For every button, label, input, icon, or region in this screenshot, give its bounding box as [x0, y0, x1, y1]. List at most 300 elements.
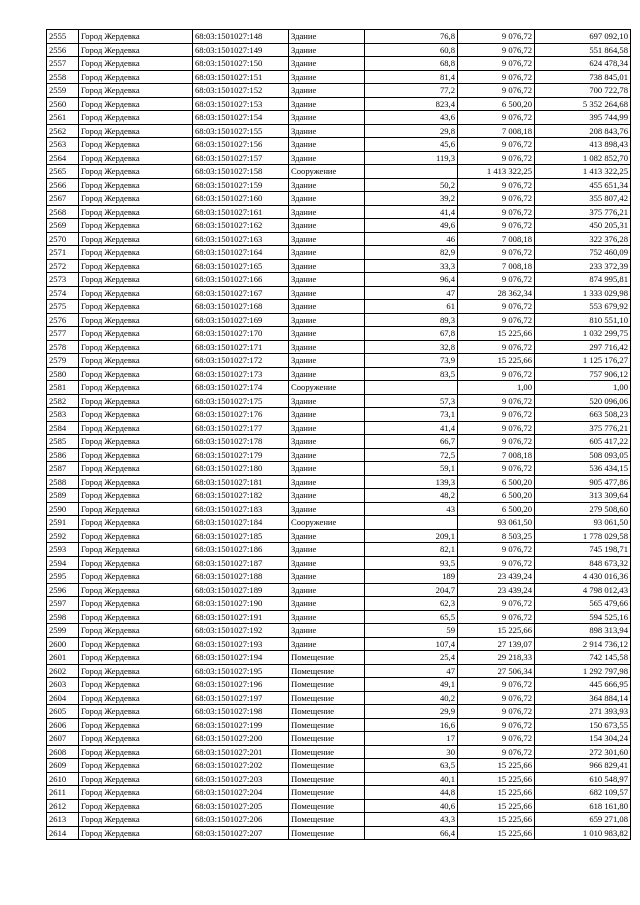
cadastral-number-cell: 68:03:1501027:207: [193, 826, 289, 840]
cadastral-value-cell: 5 352 264,68: [535, 97, 631, 111]
cadastral-value-cell: 536 434,15: [535, 462, 631, 476]
table-row: [47, 691, 631, 705]
row-number-cell: 2598: [47, 610, 79, 624]
table-row: [47, 813, 631, 827]
object-type-cell: Здание: [289, 637, 365, 651]
area-cell: 47: [365, 664, 458, 678]
locality-cell: Город Жердевка: [79, 354, 193, 368]
table-row: [47, 570, 631, 584]
cadastral-number-cell: 68:03:1501027:151: [193, 70, 289, 84]
unit-value-cell: 29 218,33: [458, 651, 535, 665]
cadastral-value-cell: 2 914 736,12: [535, 637, 631, 651]
object-type-cell: Здание: [289, 219, 365, 233]
object-type-cell: Здание: [289, 30, 365, 44]
unit-value-cell: 9 076,72: [458, 205, 535, 219]
unit-value-cell: 27 139,07: [458, 637, 535, 651]
cadastral-value-cell: 618 161,80: [535, 799, 631, 813]
unit-value-cell: 9 076,72: [458, 151, 535, 165]
cadastral-number-cell: 68:03:1501027:180: [193, 462, 289, 476]
row-number-cell: 2563: [47, 138, 79, 152]
cadastral-number-cell: 68:03:1501027:157: [193, 151, 289, 165]
unit-value-cell: 1 413 322,25: [458, 165, 535, 179]
cadastral-number-cell: 68:03:1501027:196: [193, 678, 289, 692]
table-row: [47, 30, 631, 44]
cadastral-number-cell: 68:03:1501027:181: [193, 475, 289, 489]
locality-cell: Город Жердевка: [79, 583, 193, 597]
table-row: [47, 421, 631, 435]
cadastral-number-cell: 68:03:1501027:161: [193, 205, 289, 219]
area-cell: [365, 381, 458, 395]
unit-value-cell: 15 225,66: [458, 786, 535, 800]
area-cell: 76,8: [365, 30, 458, 44]
cadastral-number-cell: 68:03:1501027:176: [193, 408, 289, 422]
row-number-cell: 2577: [47, 327, 79, 341]
area-cell: 62,3: [365, 597, 458, 611]
locality-cell: Город Жердевка: [79, 205, 193, 219]
cadastral-number-cell: 68:03:1501027:191: [193, 610, 289, 624]
unit-value-cell: 1,00: [458, 381, 535, 395]
cadastral-value-cell: 757 906,12: [535, 367, 631, 381]
cadastral-number-cell: 68:03:1501027:199: [193, 718, 289, 732]
cadastral-number-cell: 68:03:1501027:177: [193, 421, 289, 435]
area-cell: 119,3: [365, 151, 458, 165]
table-row: [47, 732, 631, 746]
object-type-cell: Помещение: [289, 651, 365, 665]
unit-value-cell: 9 076,72: [458, 394, 535, 408]
row-number-cell: 2585: [47, 435, 79, 449]
area-cell: 29,9: [365, 705, 458, 719]
locality-cell: Город Жердевка: [79, 772, 193, 786]
row-number-cell: 2567: [47, 192, 79, 206]
area-cell: 82,9: [365, 246, 458, 260]
table-row: [47, 799, 631, 813]
cadastral-value-cell: 297 716,42: [535, 340, 631, 354]
object-type-cell: Помещение: [289, 799, 365, 813]
cadastral-number-cell: 68:03:1501027:158: [193, 165, 289, 179]
area-cell: 48,2: [365, 489, 458, 503]
table-row: [47, 124, 631, 138]
table-row: [47, 273, 631, 287]
table-row: [47, 543, 631, 557]
unit-value-cell: 93 061,50: [458, 516, 535, 530]
table-row: [47, 745, 631, 759]
unit-value-cell: 9 076,72: [458, 705, 535, 719]
cadastral-value-cell: 624 478,34: [535, 57, 631, 71]
unit-value-cell: 23 439,24: [458, 570, 535, 584]
cadastral-value-cell: 355 807,42: [535, 192, 631, 206]
table-row: [47, 556, 631, 570]
area-cell: 63,5: [365, 759, 458, 773]
cadastral-value-cell: 520 096,06: [535, 394, 631, 408]
cadastral-number-cell: 68:03:1501027:193: [193, 637, 289, 651]
locality-cell: Город Жердевка: [79, 286, 193, 300]
area-cell: 823,4: [365, 97, 458, 111]
locality-cell: Город Жердевка: [79, 84, 193, 98]
row-number-cell: 2557: [47, 57, 79, 71]
cadastral-number-cell: 68:03:1501027:164: [193, 246, 289, 260]
cadastral-value-cell: 279 508,60: [535, 502, 631, 516]
object-type-cell: Здание: [289, 97, 365, 111]
locality-cell: Город Жердевка: [79, 327, 193, 341]
area-cell: 209,1: [365, 529, 458, 543]
cadastral-number-cell: 68:03:1501027:203: [193, 772, 289, 786]
table-row: [47, 111, 631, 125]
area-cell: 47: [365, 286, 458, 300]
cadastral-value-cell: 697 092,10: [535, 30, 631, 44]
row-number-cell: 2560: [47, 97, 79, 111]
object-type-cell: Здание: [289, 421, 365, 435]
locality-cell: Город Жердевка: [79, 165, 193, 179]
unit-value-cell: 27 506,34: [458, 664, 535, 678]
cadastral-number-cell: 68:03:1501027:168: [193, 300, 289, 314]
area-cell: 89,3: [365, 313, 458, 327]
object-type-cell: Здание: [289, 462, 365, 476]
cadastral-value-cell: 810 551,10: [535, 313, 631, 327]
table-row: [47, 165, 631, 179]
locality-cell: Город Жердевка: [79, 597, 193, 611]
cadastral-value-cell: 272 301,60: [535, 745, 631, 759]
table-row: [47, 246, 631, 260]
table-row: [47, 232, 631, 246]
unit-value-cell: 9 076,72: [458, 745, 535, 759]
locality-cell: Город Жердевка: [79, 826, 193, 840]
object-type-cell: Здание: [289, 556, 365, 570]
cadastral-number-cell: 68:03:1501027:160: [193, 192, 289, 206]
cadastral-value-cell: 700 722,78: [535, 84, 631, 98]
table-row: [47, 718, 631, 732]
area-cell: 32,8: [365, 340, 458, 354]
cadastral-value-cell: 208 843,76: [535, 124, 631, 138]
area-cell: 40,6: [365, 799, 458, 813]
object-type-cell: Здание: [289, 475, 365, 489]
locality-cell: Город Жердевка: [79, 813, 193, 827]
cadastral-number-cell: 68:03:1501027:166: [193, 273, 289, 287]
cadastral-value-cell: 594 525,16: [535, 610, 631, 624]
table-row: [47, 597, 631, 611]
cadastral-value-cell: 1 010 983,82: [535, 826, 631, 840]
locality-cell: Город Жердевка: [79, 786, 193, 800]
table-row: [47, 448, 631, 462]
cadastral-value-cell: 553 679,92: [535, 300, 631, 314]
table-row: [47, 70, 631, 84]
unit-value-cell: 9 076,72: [458, 70, 535, 84]
unit-value-cell: 23 439,24: [458, 583, 535, 597]
cadastral-value-cell: 150 673,55: [535, 718, 631, 732]
object-type-cell: Здание: [289, 570, 365, 584]
object-type-cell: Помещение: [289, 664, 365, 678]
cadastral-number-cell: 68:03:1501027:171: [193, 340, 289, 354]
cadastral-value-cell: 322 376,28: [535, 232, 631, 246]
cadastral-value-cell: 375 776,21: [535, 205, 631, 219]
object-type-cell: Здание: [289, 178, 365, 192]
cadastral-number-cell: 68:03:1501027:179: [193, 448, 289, 462]
object-type-cell: Здание: [289, 502, 365, 516]
cadastral-value-cell: 605 417,22: [535, 435, 631, 449]
object-type-cell: Помещение: [289, 678, 365, 692]
locality-cell: Город Жердевка: [79, 624, 193, 638]
row-number-cell: 2614: [47, 826, 79, 840]
cadastral-number-cell: 68:03:1501027:173: [193, 367, 289, 381]
unit-value-cell: 9 076,72: [458, 610, 535, 624]
object-type-cell: Здание: [289, 43, 365, 57]
locality-cell: Город Жердевка: [79, 259, 193, 273]
cadastral-value-cell: 659 271,08: [535, 813, 631, 827]
object-type-cell: Здание: [289, 246, 365, 260]
cadastral-number-cell: 68:03:1501027:202: [193, 759, 289, 773]
locality-cell: Город Жердевка: [79, 759, 193, 773]
cadastral-value-cell: 1,00: [535, 381, 631, 395]
area-cell: 59: [365, 624, 458, 638]
object-type-cell: Помещение: [289, 772, 365, 786]
cadastral-number-cell: 68:03:1501027:169: [193, 313, 289, 327]
cadastral-number-cell: 68:03:1501027:174: [193, 381, 289, 395]
object-type-cell: Сооружение: [289, 381, 365, 395]
unit-value-cell: 9 076,72: [458, 340, 535, 354]
unit-value-cell: 9 076,72: [458, 30, 535, 44]
unit-value-cell: 9 076,72: [458, 597, 535, 611]
row-number-cell: 2586: [47, 448, 79, 462]
cadastral-number-cell: 68:03:1501027:204: [193, 786, 289, 800]
locality-cell: Город Жердевка: [79, 543, 193, 557]
row-number-cell: 2607: [47, 732, 79, 746]
table-row: [47, 43, 631, 57]
locality-cell: Город Жердевка: [79, 178, 193, 192]
unit-value-cell: 7 008,18: [458, 232, 535, 246]
table-row: [47, 151, 631, 165]
row-number-cell: 2583: [47, 408, 79, 422]
area-cell: 59,1: [365, 462, 458, 476]
cadastral-number-cell: 68:03:1501027:153: [193, 97, 289, 111]
area-cell: 73,1: [365, 408, 458, 422]
table-row: [47, 367, 631, 381]
table-row: [47, 624, 631, 638]
row-number-cell: 2556: [47, 43, 79, 57]
table-row: [47, 435, 631, 449]
cadastral-value-cell: 610 548,97: [535, 772, 631, 786]
row-number-cell: 2593: [47, 543, 79, 557]
unit-value-cell: 9 076,72: [458, 421, 535, 435]
locality-cell: Город Жердевка: [79, 219, 193, 233]
object-type-cell: Здание: [289, 84, 365, 98]
row-number-cell: 2589: [47, 489, 79, 503]
cadastral-number-cell: 68:03:1501027:192: [193, 624, 289, 638]
unit-value-cell: 7 008,18: [458, 259, 535, 273]
row-number-cell: 2559: [47, 84, 79, 98]
row-number-cell: 2566: [47, 178, 79, 192]
locality-cell: Город Жердевка: [79, 705, 193, 719]
locality-cell: Город Жердевка: [79, 489, 193, 503]
cadastral-number-cell: 68:03:1501027:175: [193, 394, 289, 408]
cadastral-number-cell: 68:03:1501027:150: [193, 57, 289, 71]
row-number-cell: 2594: [47, 556, 79, 570]
locality-cell: Город Жердевка: [79, 610, 193, 624]
row-number-cell: 2578: [47, 340, 79, 354]
object-type-cell: Здание: [289, 354, 365, 368]
object-type-cell: Здание: [289, 543, 365, 557]
cadastral-number-cell: 68:03:1501027:187: [193, 556, 289, 570]
object-type-cell: Здание: [289, 286, 365, 300]
unit-value-cell: 15 225,66: [458, 772, 535, 786]
row-number-cell: 2581: [47, 381, 79, 395]
cadastral-number-cell: 68:03:1501027:149: [193, 43, 289, 57]
table-row: [47, 219, 631, 233]
unit-value-cell: 9 076,72: [458, 556, 535, 570]
cadastral-value-cell: 364 884,14: [535, 691, 631, 705]
row-number-cell: 2576: [47, 313, 79, 327]
unit-value-cell: 9 076,72: [458, 691, 535, 705]
locality-cell: Город Жердевка: [79, 313, 193, 327]
object-type-cell: Здание: [289, 313, 365, 327]
unit-value-cell: 9 076,72: [458, 246, 535, 260]
area-cell: 50,2: [365, 178, 458, 192]
unit-value-cell: 15 225,66: [458, 813, 535, 827]
cadastral-number-cell: 68:03:1501027:162: [193, 219, 289, 233]
locality-cell: Город Жердевка: [79, 57, 193, 71]
cadastral-value-cell: 1 082 852,70: [535, 151, 631, 165]
row-number-cell: 2605: [47, 705, 79, 719]
cadastral-value-cell: 450 205,31: [535, 219, 631, 233]
locality-cell: Город Жердевка: [79, 408, 193, 422]
row-number-cell: 2609: [47, 759, 79, 773]
locality-cell: Город Жердевка: [79, 678, 193, 692]
cadastral-number-cell: 68:03:1501027:188: [193, 570, 289, 584]
cadastral-number-cell: 68:03:1501027:154: [193, 111, 289, 125]
locality-cell: Город Жердевка: [79, 111, 193, 125]
row-number-cell: 2592: [47, 529, 79, 543]
cadastral-value-cell: 874 995,81: [535, 273, 631, 287]
row-number-cell: 2562: [47, 124, 79, 138]
area-cell: 39,2: [365, 192, 458, 206]
row-number-cell: 2608: [47, 745, 79, 759]
unit-value-cell: 9 076,72: [458, 367, 535, 381]
area-cell: 49,6: [365, 219, 458, 233]
cadastral-value-cell: 966 829,41: [535, 759, 631, 773]
object-type-cell: Здание: [289, 205, 365, 219]
cadastral-value-cell: 1 413 322,25: [535, 165, 631, 179]
object-type-cell: Здание: [289, 367, 365, 381]
locality-cell: Город Жердевка: [79, 516, 193, 530]
object-type-cell: Помещение: [289, 718, 365, 732]
area-cell: 83,5: [365, 367, 458, 381]
locality-cell: Город Жердевка: [79, 273, 193, 287]
object-type-cell: Помещение: [289, 786, 365, 800]
cadastral-value-cell: 898 313,94: [535, 624, 631, 638]
row-number-cell: 2564: [47, 151, 79, 165]
table-row: [47, 705, 631, 719]
object-type-cell: Здание: [289, 259, 365, 273]
area-cell: 93,5: [365, 556, 458, 570]
area-cell: 41,4: [365, 205, 458, 219]
cadastral-number-cell: 68:03:1501027:172: [193, 354, 289, 368]
object-type-cell: Здание: [289, 70, 365, 84]
object-type-cell: Здание: [289, 192, 365, 206]
unit-value-cell: 15 225,66: [458, 354, 535, 368]
object-type-cell: Здание: [289, 583, 365, 597]
locality-cell: Город Жердевка: [79, 394, 193, 408]
cadastral-value-cell: 395 744,99: [535, 111, 631, 125]
area-cell: [365, 165, 458, 179]
locality-cell: Город Жердевка: [79, 30, 193, 44]
object-type-cell: Здание: [289, 340, 365, 354]
table-row: [47, 786, 631, 800]
unit-value-cell: 9 076,72: [458, 408, 535, 422]
unit-value-cell: 9 076,72: [458, 219, 535, 233]
area-cell: 25,4: [365, 651, 458, 665]
row-number-cell: 2611: [47, 786, 79, 800]
row-number-cell: 2579: [47, 354, 79, 368]
unit-value-cell: 9 076,72: [458, 43, 535, 57]
cadastral-value-cell: 663 508,23: [535, 408, 631, 422]
unit-value-cell: 9 076,72: [458, 273, 535, 287]
object-type-cell: Здание: [289, 273, 365, 287]
locality-cell: Город Жердевка: [79, 799, 193, 813]
cadastral-value-cell: 848 673,32: [535, 556, 631, 570]
row-number-cell: 2587: [47, 462, 79, 476]
unit-value-cell: 9 076,72: [458, 732, 535, 746]
area-cell: 60,8: [365, 43, 458, 57]
row-number-cell: 2597: [47, 597, 79, 611]
table-row: [47, 502, 631, 516]
locality-cell: Город Жердевка: [79, 502, 193, 516]
table-row: [47, 313, 631, 327]
object-type-cell: Здание: [289, 111, 365, 125]
table-row: [47, 178, 631, 192]
row-number-cell: 2601: [47, 651, 79, 665]
cadastral-value-cell: 4 430 016,36: [535, 570, 631, 584]
object-type-cell: Здание: [289, 529, 365, 543]
area-cell: 61: [365, 300, 458, 314]
row-number-cell: 2600: [47, 637, 79, 651]
area-cell: 189: [365, 570, 458, 584]
row-number-cell: 2603: [47, 678, 79, 692]
area-cell: 45,6: [365, 138, 458, 152]
unit-value-cell: 15 225,66: [458, 624, 535, 638]
table-row: [47, 192, 631, 206]
unit-value-cell: 9 076,72: [458, 300, 535, 314]
row-number-cell: 2568: [47, 205, 79, 219]
cadastral-value-cell: 682 109,57: [535, 786, 631, 800]
unit-value-cell: 6 500,20: [458, 97, 535, 111]
object-type-cell: Помещение: [289, 826, 365, 840]
table-row: [47, 759, 631, 773]
cadastral-number-cell: 68:03:1501027:155: [193, 124, 289, 138]
locality-cell: Город Жердевка: [79, 43, 193, 57]
table-row: [47, 651, 631, 665]
area-cell: 16,6: [365, 718, 458, 732]
row-number-cell: 2599: [47, 624, 79, 638]
cadastral-number-cell: 68:03:1501027:183: [193, 502, 289, 516]
unit-value-cell: 9 076,72: [458, 84, 535, 98]
object-type-cell: Здание: [289, 610, 365, 624]
cadastral-number-cell: 68:03:1501027:200: [193, 732, 289, 746]
locality-cell: Город Жердевка: [79, 462, 193, 476]
table-row: [47, 516, 631, 530]
table-row: [47, 583, 631, 597]
cadastral-number-cell: 68:03:1501027:167: [193, 286, 289, 300]
object-type-cell: Сооружение: [289, 516, 365, 530]
cadastral-value-cell: 1 333 029,98: [535, 286, 631, 300]
table-row: [47, 381, 631, 395]
area-cell: 44,8: [365, 786, 458, 800]
locality-cell: Город Жердевка: [79, 367, 193, 381]
unit-value-cell: 6 500,20: [458, 475, 535, 489]
row-number-cell: 2575: [47, 300, 79, 314]
locality-cell: Город Жердевка: [79, 340, 193, 354]
cadastral-number-cell: 68:03:1501027:198: [193, 705, 289, 719]
table-row: [47, 286, 631, 300]
table-row: [47, 259, 631, 273]
locality-cell: Город Жердевка: [79, 151, 193, 165]
